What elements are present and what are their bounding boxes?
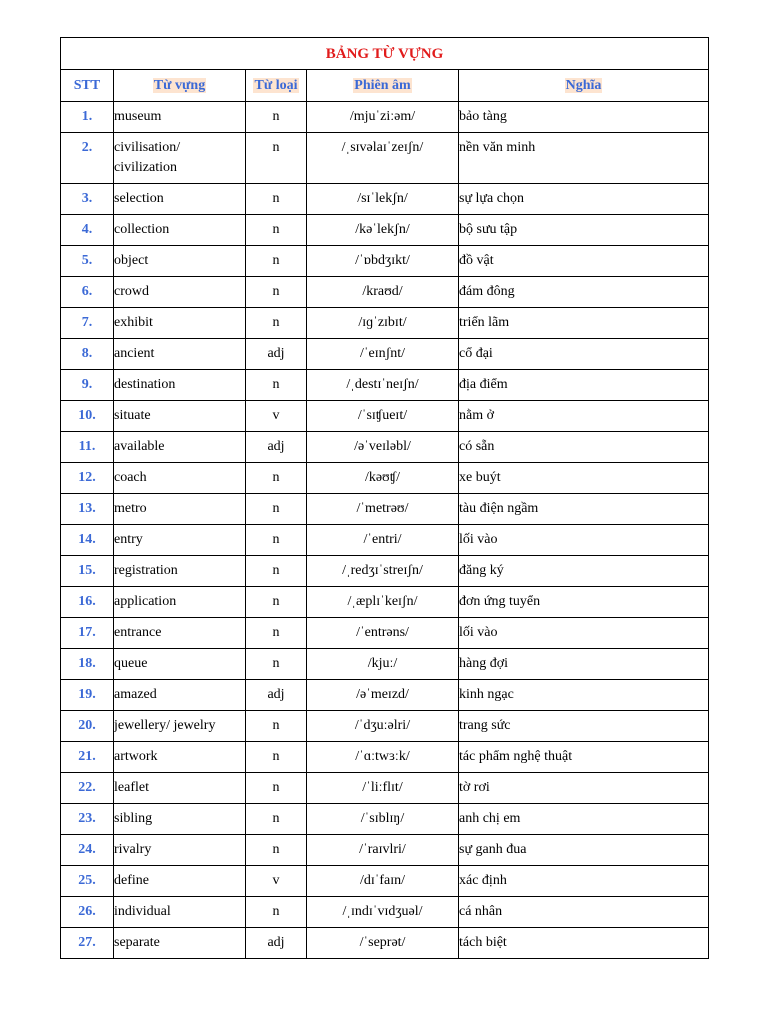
row-number: 9. [61,370,114,401]
meaning: địa điểm [459,370,709,401]
vocab-word: metro [114,494,246,525]
table-title: BẢNG TỪ VỰNG [61,38,709,70]
vocab-word: ancient [114,339,246,370]
meaning: anh chị em [459,804,709,835]
pronunciation: /ˌɪndɪˈvɪdʒuəl/ [307,897,459,928]
pronunciation: /ɪɡˈzɪbɪt/ [307,308,459,339]
row-number: 15. [61,556,114,587]
row-number: 7. [61,308,114,339]
vocab-word: crowd [114,277,246,308]
table-row [61,339,709,370]
pronunciation: /kəˈlekʃn/ [307,215,459,246]
table-row [61,897,709,928]
vocab-word: rivalry [114,835,246,866]
table-row [61,804,709,835]
table-row [61,773,709,804]
vocab-word: sibling [114,804,246,835]
part-of-speech: n [246,804,307,835]
table-row [61,432,709,463]
row-number: 10. [61,401,114,432]
meaning: xác định [459,866,709,897]
part-of-speech: n [246,494,307,525]
row-number: 14. [61,525,114,556]
vocab-word: civilisation/ civilization [114,133,246,184]
vocab-word: situate [114,401,246,432]
meaning: sự ganh đua [459,835,709,866]
part-of-speech: n [246,246,307,277]
table-row [61,711,709,742]
row-number: 1. [61,102,114,133]
vocab-word: amazed [114,680,246,711]
vocab-word: jewellery/ jewelry [114,711,246,742]
row-number: 26. [61,897,114,928]
part-of-speech: n [246,215,307,246]
pronunciation: /ˈentri/ [307,525,459,556]
meaning: cổ đại [459,339,709,370]
meaning: có sẵn [459,432,709,463]
table-row [61,494,709,525]
header-pronunciation: Phiên âm [307,70,459,102]
vocab-word: museum [114,102,246,133]
row-number: 25. [61,866,114,897]
pronunciation: /kjuː/ [307,649,459,680]
table-row [61,835,709,866]
part-of-speech: n [246,773,307,804]
part-of-speech: n [246,308,307,339]
row-number: 4. [61,215,114,246]
vocab-word: separate [114,928,246,959]
vocab-word: individual [114,897,246,928]
table-row [61,102,709,133]
row-number: 6. [61,277,114,308]
part-of-speech: adj [246,432,307,463]
header-stt: STT [61,70,114,102]
part-of-speech: n [246,742,307,773]
vocab-word: define [114,866,246,897]
meaning: tách biệt [459,928,709,959]
meaning: tàu điện ngầm [459,494,709,525]
pronunciation: /kəʊʧ/ [307,463,459,494]
meaning: đám đông [459,277,709,308]
row-number: 3. [61,184,114,215]
row-number: 13. [61,494,114,525]
header-part-of-speech: Từ loại [246,70,307,102]
header-meaning: Nghĩa [459,70,709,102]
meaning: hàng đợi [459,649,709,680]
row-number: 12. [61,463,114,494]
row-number: 11. [61,432,114,463]
part-of-speech: n [246,370,307,401]
part-of-speech: n [246,525,307,556]
part-of-speech: adj [246,680,307,711]
part-of-speech: n [246,184,307,215]
table-row [61,928,709,959]
header-word: Từ vựng [114,70,246,102]
meaning: cá nhân [459,897,709,928]
vocab-word: available [114,432,246,463]
table-row [61,184,709,215]
table-row [61,463,709,494]
vocab-word: application [114,587,246,618]
row-number: 19. [61,680,114,711]
meaning: tờ rơi [459,773,709,804]
row-number: 23. [61,804,114,835]
pronunciation: /əˈveɪləbl/ [307,432,459,463]
pronunciation: /mjuˈziːəm/ [307,102,459,133]
part-of-speech: n [246,711,307,742]
table-row [61,277,709,308]
table-row [61,587,709,618]
part-of-speech: n [246,556,307,587]
table-row [61,246,709,277]
vocab-word: registration [114,556,246,587]
vocab-word: destination [114,370,246,401]
row-number: 20. [61,711,114,742]
meaning: tác phẩm nghệ thuật [459,742,709,773]
vocab-word: object [114,246,246,277]
meaning: sự lựa chọn [459,184,709,215]
meaning: lối vào [459,618,709,649]
vocab-word: artwork [114,742,246,773]
meaning: đăng ký [459,556,709,587]
meaning: trang sức [459,711,709,742]
part-of-speech: n [246,277,307,308]
table-header-row [61,70,709,102]
meaning: xe buýt [459,463,709,494]
meaning: lối vào [459,525,709,556]
part-of-speech: v [246,401,307,432]
table-row [61,308,709,339]
vocab-word: collection [114,215,246,246]
pronunciation: /ˈliːflɪt/ [307,773,459,804]
meaning: đơn ứng tuyển [459,587,709,618]
part-of-speech: n [246,587,307,618]
meaning: kinh ngạc [459,680,709,711]
table-row [61,680,709,711]
pronunciation: /ˈɑːtwɜːk/ [307,742,459,773]
row-number: 5. [61,246,114,277]
part-of-speech: n [246,102,307,133]
table-row [61,133,709,184]
meaning: nền văn minh [459,133,709,184]
vocab-word: leaflet [114,773,246,804]
part-of-speech: n [246,897,307,928]
vocab-word: selection [114,184,246,215]
pronunciation: /ˈeɪnʃnt/ [307,339,459,370]
table-row [61,401,709,432]
table-row [61,525,709,556]
vocabulary-table [60,37,709,959]
row-number: 22. [61,773,114,804]
pronunciation: /sɪˈlekʃn/ [307,184,459,215]
table-row [61,742,709,773]
row-number: 21. [61,742,114,773]
table-row [61,370,709,401]
pronunciation: /ˈdʒuːəlri/ [307,711,459,742]
meaning: bộ sưu tập [459,215,709,246]
meaning: đồ vật [459,246,709,277]
vocab-word: queue [114,649,246,680]
part-of-speech: v [246,866,307,897]
table-row [61,556,709,587]
vocab-word: exhibit [114,308,246,339]
row-number: 17. [61,618,114,649]
pronunciation: /ˈentrəns/ [307,618,459,649]
pronunciation: /ˈɒbdʒɪkt/ [307,246,459,277]
pronunciation: /ˈsɪblɪŋ/ [307,804,459,835]
row-number: 8. [61,339,114,370]
vocab-word: entry [114,525,246,556]
part-of-speech: n [246,463,307,494]
pronunciation: /ˈmetrəʊ/ [307,494,459,525]
row-number: 2. [61,133,114,184]
row-number: 24. [61,835,114,866]
pronunciation: /kraʊd/ [307,277,459,308]
meaning: nằm ở [459,401,709,432]
row-number: 27. [61,928,114,959]
table-row [61,618,709,649]
meaning: bảo tàng [459,102,709,133]
table-row [61,649,709,680]
row-number: 18. [61,649,114,680]
pronunciation: /ˈsɪʧueɪt/ [307,401,459,432]
pronunciation: /ˌæplɪˈkeɪʃn/ [307,587,459,618]
pronunciation: /dɪˈfaɪn/ [307,866,459,897]
table-row [61,866,709,897]
part-of-speech: n [246,618,307,649]
row-number: 16. [61,587,114,618]
part-of-speech: n [246,133,307,184]
part-of-speech: n [246,835,307,866]
part-of-speech: adj [246,339,307,370]
table-body [61,102,709,959]
meaning: triển lãm [459,308,709,339]
pronunciation: /ˈseprət/ [307,928,459,959]
part-of-speech: adj [246,928,307,959]
pronunciation: /ˌdestɪˈneɪʃn/ [307,370,459,401]
pronunciation: /ˈraɪvlri/ [307,835,459,866]
vocab-word: entrance [114,618,246,649]
pronunciation: /əˈmeɪzd/ [307,680,459,711]
table-row [61,215,709,246]
pronunciation: /ˌredʒɪˈstreɪʃn/ [307,556,459,587]
vocab-word: coach [114,463,246,494]
pronunciation: /ˌsɪvəlaɪˈzeɪʃn/ [307,133,459,184]
part-of-speech: n [246,649,307,680]
